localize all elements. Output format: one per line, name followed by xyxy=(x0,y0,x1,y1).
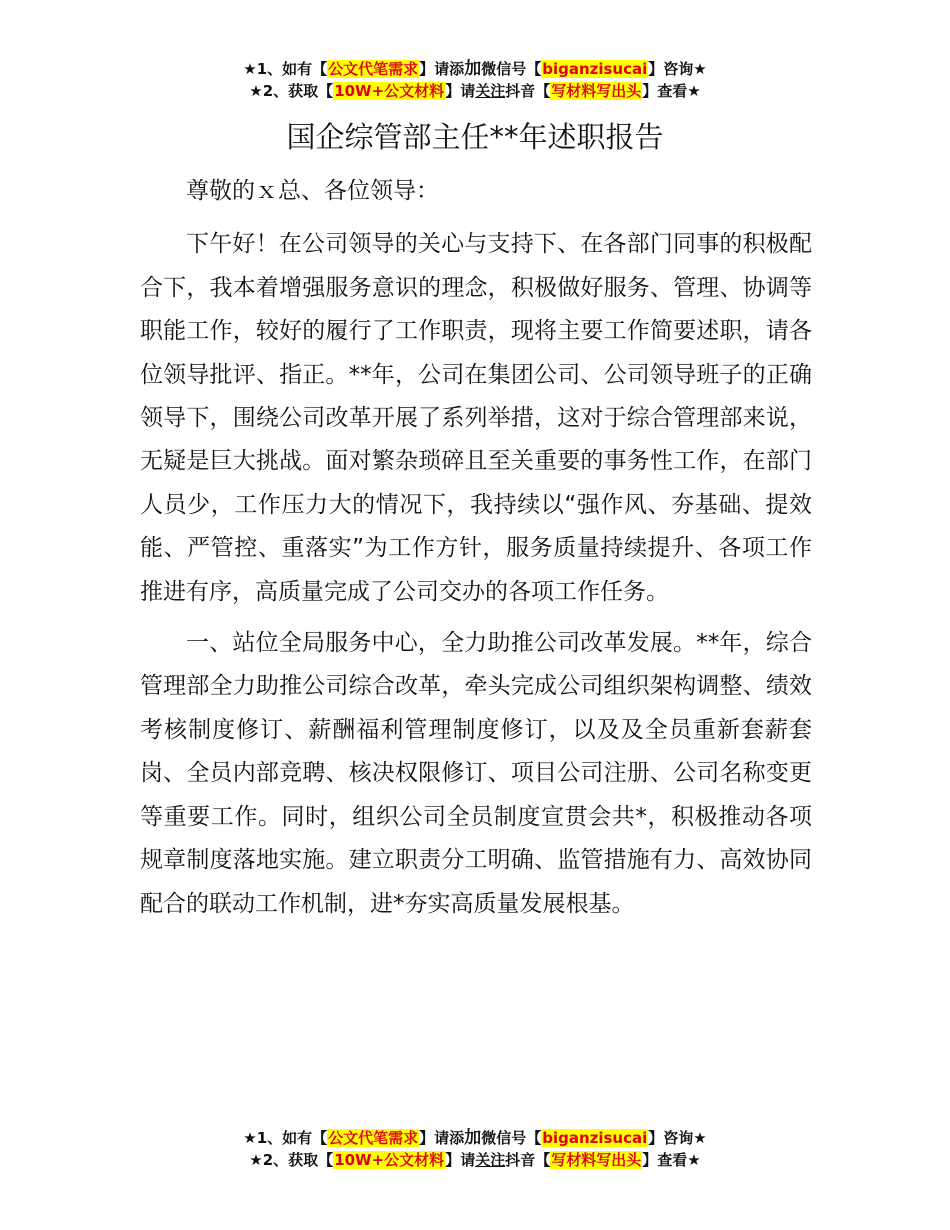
banner-line-2 xyxy=(0,80,950,102)
banner-line-2 xyxy=(0,1149,950,1171)
salutation: 尊敬的ｘ总、各位领导： xyxy=(186,178,439,204)
banner-text: 】查看★ xyxy=(642,82,701,100)
banner-text: 抖音【 xyxy=(505,1151,551,1169)
banner-text: 抖音【 xyxy=(505,82,551,100)
paragraph-intro: 下午好！在公司领导的关心与支持下、在各部门同事的积极配合下，我本着增强服务意识的理念，积极做好服务、管理、协调等职能工作，较好的履行了工作职责，现将主要工作简要述职，请各位领导批评、指正。**年，公司在集团公司、公司领导班子的正确领导下，围绕公司改革开展了系列举措，这对于综合管理部来说，无疑是巨大挑战。面对繁杂琐碎且至关重要的事务性工作，在部门人员少，工作压力大的情况下，我持续以“强作风、夯基础、提效能、严管控、重落实”为工作方针，服务质量持续提升、各项工作推进有序，高质量完成了公司交办的各项工作任务。 xyxy=(140,231,812,605)
header-banner xyxy=(0,58,950,102)
banner-text: 关注 xyxy=(475,82,506,100)
banner-highlight: 写材料写出头 xyxy=(551,1151,642,1169)
banner-text: 】咨询★ xyxy=(648,60,707,78)
banner-text: ★2、获取【 xyxy=(249,82,334,100)
document-body xyxy=(140,170,812,934)
banner-text: 加 xyxy=(464,1128,482,1148)
banner-text: 】咨询★ xyxy=(648,1129,707,1147)
banner-highlight: 公文代笔需求 xyxy=(328,1129,419,1147)
banner-text: 】请 xyxy=(445,82,476,100)
banner-text: 加 xyxy=(464,59,482,79)
document-title: 国企综管部主任**年述职报告 xyxy=(286,120,664,154)
banner-text: 微信号【 xyxy=(481,60,542,78)
banner-text: 微信号【 xyxy=(481,1129,542,1147)
banner-text: ★1、如有【 xyxy=(243,1129,328,1147)
banner-text: 】请 xyxy=(445,1151,476,1169)
banner-text: 】查看★ xyxy=(642,1151,701,1169)
banner-highlight: 10W+公文材料 xyxy=(334,82,445,100)
banner-text: ★1、如有【 xyxy=(243,60,328,78)
paragraph-section-1: 一、站位全局服务中心，全力助推公司改革发展。**年，综合管理部全力助推公司综合改革，牵头完成公司组织架构调整、绩效考核制度修订、薪酬福利管理制度修订，以及及全员重新套薪套岗、全员内部竞聘、核决权限修订、项目公司注册、公司名称变更等重要工作。同时，组织公司全员制度宣贯会共*，积极推动各项规章制度落地实施。建立职责分工明确、监管措施有力、高效协同配合的联动工作机制，进*夯实高质量发展根基。 xyxy=(140,630,812,917)
banner-highlight: biganzisucai xyxy=(542,60,648,78)
banner-text: 】请添 xyxy=(419,60,465,78)
banner-highlight: biganzisucai xyxy=(542,1129,648,1147)
banner-text: 关注 xyxy=(475,1151,506,1169)
banner-text: ★2、获取【 xyxy=(249,1151,334,1169)
banner-text: 】请添 xyxy=(419,1129,465,1147)
banner-highlight: 公文代笔需求 xyxy=(328,60,419,78)
banner-highlight: 10W+公文材料 xyxy=(334,1151,445,1169)
banner-line-1 xyxy=(0,58,950,80)
banner-highlight: 写材料写出头 xyxy=(551,82,642,100)
footer-banner xyxy=(0,1127,950,1171)
banner-line-1 xyxy=(0,1127,950,1149)
